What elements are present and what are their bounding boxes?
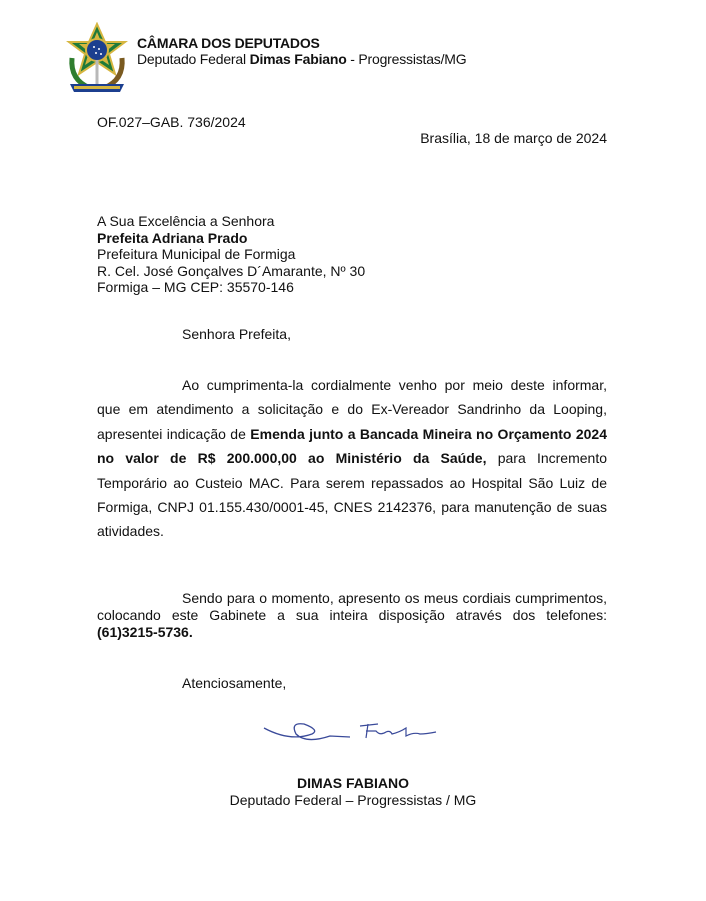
letter-reference: OF.027–GAB. 736/2024 <box>97 114 246 130</box>
institution-name: CÂMARA DOS DEPUTADOS <box>137 35 320 51</box>
recipient-organization: Prefeitura Municipal de Formiga <box>97 246 296 262</box>
deputy-subtitle: Deputado Federal Dimas Fabiano - Progressistas/MG <box>137 51 467 67</box>
phone-number: (61)3215-5736. <box>97 624 193 640</box>
amendment-highlight: Emenda junto a Bancada Mineira no Orçamento 2024 no valor de R$ 200.000,00 ao Ministério da Saúde, <box>97 425 607 467</box>
recipient-block <box>97 213 365 296</box>
body-paragraph-1: Ao cumprimenta-la cordialmente venho por meio deste informar, que em atendimento a solicitação e do Ex-Vereador Sandrinho da Looping, apresentei indicação de Emenda junto a Bancada Mineira no Orçamento 2024 no valor de R$ 200.000,00 ao Ministério da Saúde, para Incremento Temporário ao Custeio MAC. Para serem repassados ao Hospital São Luiz de Formiga, CNPJ 01.155.430/0001-45, CNES 2142376, para manutenção de suas atividades. <box>97 377 607 540</box>
signatory-role: Deputado Federal – Progressistas / MG <box>229 792 477 808</box>
signature-image <box>260 712 445 750</box>
signatory-name: DIMAS FABIANO <box>297 775 409 791</box>
closing: Atenciosamente, <box>182 675 287 691</box>
recipient-name: Prefeita Adriana Prado <box>97 229 248 246</box>
salutation: Senhora Prefeita, <box>182 326 291 342</box>
coat-of-arms-icon <box>64 22 130 98</box>
recipient-street: R. Cel. José Gonçalves D´Amarante, Nº 30 <box>97 262 366 279</box>
letter-date: Brasília, 18 de março de 2024 <box>420 130 607 146</box>
recipient-title: A Sua Excelência a Senhora <box>97 213 275 229</box>
deputy-name: Dimas Fabiano <box>249 51 347 67</box>
body-paragraph-2: Sendo para o momento, apresento os meus cordiais cumprimentos, colocando este Gabinete a sua inteira disposição através dos telefones: (61)3215-5736. <box>97 590 607 640</box>
recipient-city: Formiga – MG CEP: 35570-146 <box>97 279 294 295</box>
